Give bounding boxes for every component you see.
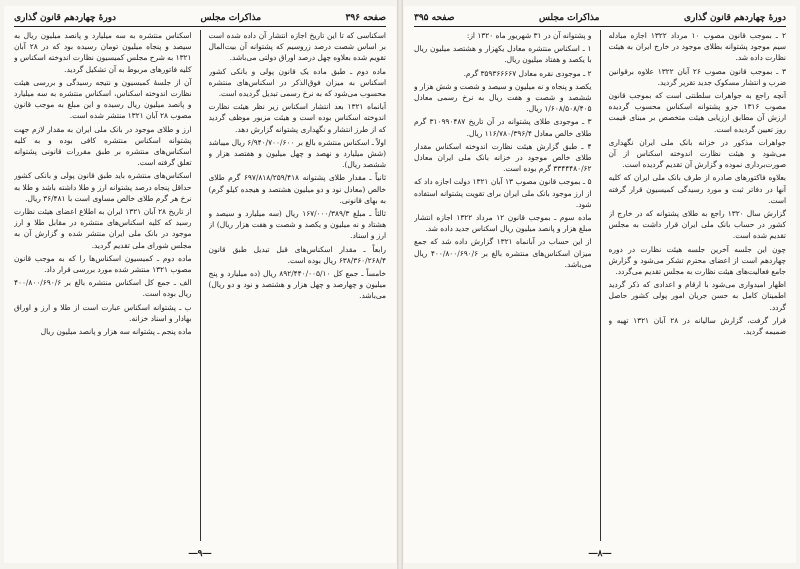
paragraph: چون این جلسه آخرین جلسه هیئت نظارت در دوره چهاردهم است از اعضای محترم تشکر می‌شود و گزارش جامع فعالیت‌های هیئت نظارت به مجلس تقدیم می‌گردد. [608, 244, 786, 277]
paragraph: ارز و طلای موجود در بانک ملی ایران به مقدار لازم جهت پشتوانه اسکناس منتشره کافی بوده و به کلیه اسکناس‌های منتشره بر طبق مقررات قانونی پشتوانه تعلق گرفته است. [14, 124, 192, 168]
paragraph: از تاریخ ۲۸ آبان ۱۳۲۱ ایران به اطلاع اعضای هیئت نظارت رسید که کلیه اسکناس‌های منتشره در مقابل طلا و ارز موجود در بانک ملی ایران منتشر شده و گزارش آن به مجلس شورای ملی تقدیم گردید. [14, 207, 192, 250]
paragraph: ماده پنجم ـ پشتوانه سه هزار و پانصد میلیون ریال [40, 327, 192, 337]
header-title: مذاکرات مجلس [538, 13, 600, 23]
paragraph: ماده دوم ـ کمیسیون اسکناس‌ها را که به موجب قانون مصوب ۱۳۲۱ منتشر شده مورد بررسی قرار داد. [14, 253, 192, 275]
paragraph: ۴ ـ طبق گزارش هیئت نظارت اندوخته اسکناس مقدار طلای خالص موجود در خزانه بانک ملی ایران معادل ۳۳۴۴۴۸۰/۶۲ گرم بوده است. [414, 141, 592, 174]
paragraph: اسکناس‌های منتشره باید طبق قانون پولی و بانکی کشور حداقل پنجاه درصد پشتوانه ارز و طلا داشته باشد و طلا به نرخ هر گرم طلای خالص مساوی است با ۳۶/۴۸۱ ریال. [14, 171, 192, 203]
header-session: دورهٔ چهاردهم قانون گذاری [14, 13, 117, 23]
paragraph: خامساً ـ جمع کل ۸۹۲/۴۴۰/۰۰۵/۱۰ ریال (ده میلیارد و پنج میلیون و چهارصد و چهل هزار و هشتصد و نود و دو ریال) می‌باشد. [208, 269, 386, 301]
paragraph: ۱ ـ اسکناس منتشره معادل یکهزار و هشتصد میلیون ریال با یکصد و هفتاد میلیون ریال. [414, 44, 592, 65]
paragraph: ماده دوم ـ طبق ماده یک قانون پولی و بانکی کشور اسکناس به میزان فوق‌الذکر در اسکناس‌های منتشره محسوب می‌شود که به نرخ رسمی تبدیل گردیده است. [208, 66, 386, 99]
paragraph: جواهرات مذکور در خزانه بانک ملی ایران نگهداری می‌شود و هیئت نظارت اندوخته اسکناس از آن صورت‌برداری نموده و گزارش آن تقدیم گردیده است. [608, 137, 786, 170]
paragraph: یکصد و پنجاه و نه میلیون و سیصد و شصت و شش هزار و ششصد و شصت و هفت ریال به نرخ رسمی معادل ۱/۶۰۸/۵۰۸/۴۰۵ ریال. [414, 81, 592, 114]
paragraph: رابعاً ـ مقدار اسکناس‌های قبل تبدیل طبق قانون ۶۳۸/۳۶۰/۲۶۸/۴ ریال بوده است. [208, 244, 386, 265]
paragraph: ثانیاً ـ مقدار طلای پشتوانه ۶۹۷/۸۱۸/۲۵۹/۴۱۸ گرم طلای خالص (معادل نود و دو میلیون هشتصد و هیجده کیلو گرم) به بهای قانونی. [208, 173, 386, 205]
header-page-number: صفحه ۳۹۵ [414, 13, 455, 23]
paragraph: ۵ ـ بموجب قانون مصوب ۱۳ آبان ۱۳۲۱ دولت اجازه داد که از ارز موجود بانک ملی ایران برای تقویت پشتوانه استفاده شود. [414, 177, 592, 209]
paragraph: ۳ ـ بموجب قانون مصوب ۲۶ آبان ۱۳۲۲ علاوه برقوانین ضرب و انتشار مسکوک جدید تقریر گردید. [608, 66, 786, 87]
text-column-right [609, 30, 787, 541]
paragraph: اولاً ـ اسکناس منتشره بالغ بر ۶/۹۴۰/۷۰۰/۶۰۰ ریال میباشد (شش میلیارد و نهصد و چهل میلیون و هفتصد هزار و ششصد ریال). [208, 137, 386, 170]
paragraph: قرار گرفت، گزارش سالیانه در ۲۸ آبان ۱۳۲۱ تهیه و ضمیمه گردید. [608, 315, 786, 337]
page-body [414, 30, 786, 541]
column-divider [600, 30, 601, 541]
paragraph: گزارش سال ۱۳۲۰ راجع به طلای پشتوانه که در خارج از کشور در حساب بانک ملی ایران قرار داشت به مجلس تقدیم شده است. [608, 209, 786, 241]
page-footer-number: ―۹― [188, 549, 212, 559]
paragraph: ۳ ـ موجودی طلای پشتوانه در آن تاریخ ۳۱۰۹۹۰۴۸۷ گرم طلای خالص معادل ۱۱۶/۷۸۰/۳۹۶/۴ ریال. [414, 117, 592, 138]
paragraph: آن از جلسهٔ کمیسیون و نتیجه رسیدگی و بررسی هیئت نظارت اندوخته اسکناس، اسکناس منتشره به سه میلیارد و پانصد میلیون ریال رسیده و این مبلغ به موجب قانون مصوب ۲۸ آبان ۱۳۲۱ منتشر شده است. [14, 77, 192, 121]
page-header [14, 10, 386, 27]
paragraph: ۲ ـ موجودی نقره معادل ۳۵۹۳۶۶۶۶۷ گرم. [463, 68, 592, 78]
header-title: مذاکرات مجلس [200, 13, 262, 23]
book-gutter [397, 0, 403, 569]
paragraph: ب ـ پشتوانه اسکناس عبارت است از طلا و ارز و اوراق بهادار و اسناد خزانه. [14, 302, 192, 323]
paragraph: از این حساب در آبانماه ۱۳۲۱ گزارش داده شد که جمع میزان اسکناس‌های منتشره بالغ بر ۴۰۰/۸۰۰/۶۹۰/۶ ریال می‌باشد. [414, 237, 592, 269]
page-body [14, 30, 386, 541]
paragraph: آبانماه ۱۳۲۱ بعد انتشار اسکناس زیر نظر هیئت نظارت اندوخته اسکناس بوده است و هیئت مزبور موظف گردید که از طرز انتشار و نگهداری پشتوانه گزارش دهد. [208, 102, 386, 134]
paragraph: بعلاوه فاکتورهای صادره از طرف بانک ملی ایران که کلیه آنها در دفاتر ثبت و مورد رسیدگی کمیسیون قرار گرفته است. [608, 173, 786, 205]
paragraph: و پشتوانه آن در ۳۱ شهریور ماه ۱۳۲۰ از: [466, 31, 592, 40]
page-header [414, 10, 786, 27]
page-396 [4, 6, 396, 563]
page-395 [404, 6, 796, 563]
text-column-left [414, 30, 592, 541]
paragraph: ۲ ـ بموجب قانون مصوب ۱۰ مرداد ۱۳۲۲ اجازه مبادله سیم موجود پشتوانه بطلای موجود در خارج ایران به هیئت نظارت داده شد. [608, 31, 786, 63]
paragraph: الف ـ جمع کل اسکناس منتشره بالغ بر ۴۰۰/۸۰۰/۶۹۰/۶ ریال بوده است. [14, 278, 192, 299]
paragraph: اسکناس منتشره به سه میلیارد و پانصد میلیون ریال به سیصد و پنجاه میلیون تومان رسیده بود که در ۲۸ آبان ۱۳۲۱ به شرح مجلس کمیسیون نظارت اندوخته اسکناس و کلیه فاتورهای مربوط به آن تشکیل گردید. [14, 31, 192, 74]
text-column-left [14, 30, 192, 541]
paragraph: اسکناسی که تا این تاریخ اجازه انتشار آن داده شده است بر اساس شصت درصد زروسیم که پشتوانه آن بیت‌المال تقویم شده بعلاوه چهل درصد اوراق دولتی می‌باشد. [208, 31, 386, 63]
header-session: دورهٔ چهاردهم قانون گذاری [683, 13, 786, 23]
text-column-right [209, 30, 387, 541]
header-page-number: صفحه ۳۹۶ [345, 13, 386, 23]
paragraph: ثالثاً ـ مبلغ ۱۶۷/۰۰۰/۳۸۹/۳ ریال (سه میلیارد و سیصد و هشتاد و نه میلیون و یکصد و شصت و هفت هزار ریال) از ارز و اسناد. [208, 209, 386, 241]
page-footer-number: ―۸― [588, 549, 612, 559]
paragraph: آنچه راجع به جواهرات سلطنتی است که بموجب قانون مصوب ۱۳۱۶ جزو پشتوانه اسکناس محسوب گردیده ارزش آن مطابق ارزیابی هیئت متخصص بر مبنای قیمت روز تعیین گردیده است. [608, 91, 786, 134]
column-divider [200, 30, 201, 541]
paragraph: ماده سوم ـ بموجب قانون ۱۲ مرداد ۱۳۲۲ اجازه انتشار مبلغ هزار و پانصد میلیون ریال اسکناس جدید داده شد. [414, 213, 592, 234]
paragraph: اظهار امیدواری می‌شود با ارقام و اعدادی که ذکر گردید اطمینان کامل به حسن جریان امور پولی کشور حاصل گردد. [608, 280, 786, 312]
